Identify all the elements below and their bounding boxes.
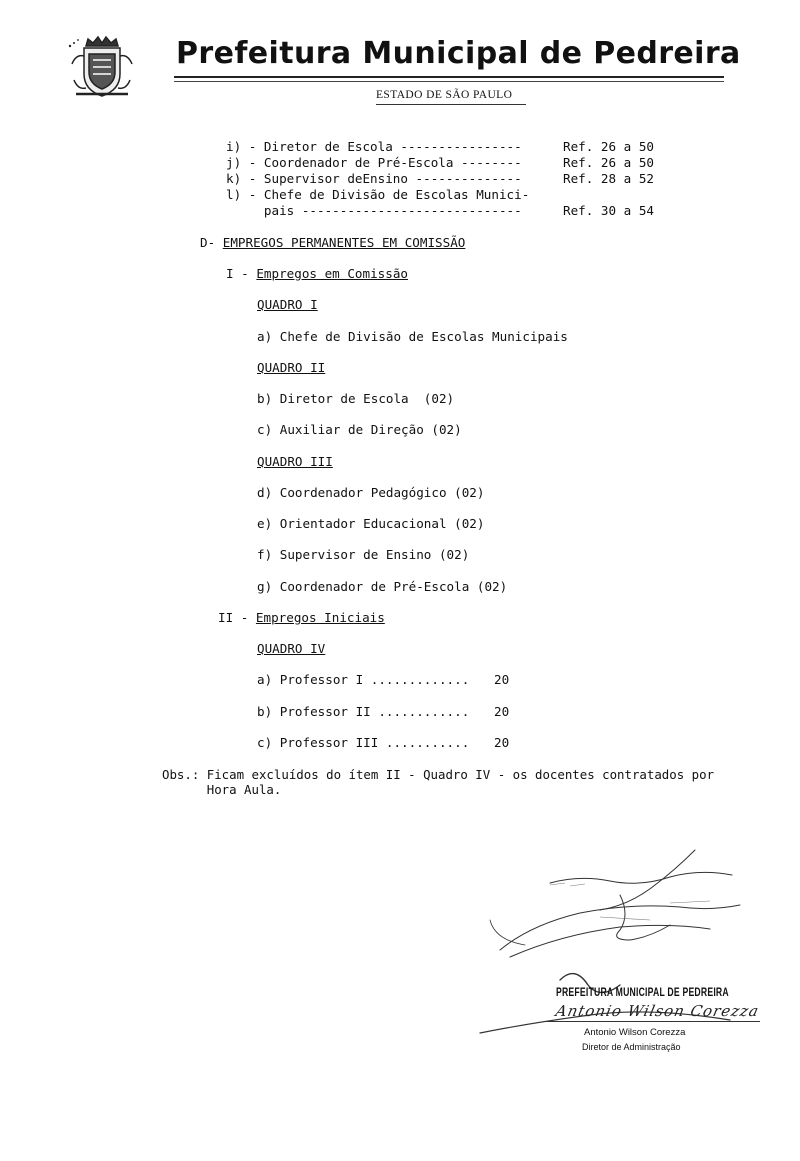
subsection-i-prefix: I -	[226, 266, 257, 281]
list-item: c) Professor III ...........	[257, 735, 470, 750]
page-title: Prefeitura Municipal de Pedreira	[176, 36, 741, 71]
ref-value: Ref. 26 a 50	[563, 139, 654, 154]
signature-line	[545, 1021, 760, 1022]
list-item: b) Professor II ............	[257, 704, 470, 719]
list-item: g) Coordenador de Pré-Escola (02)	[257, 579, 508, 594]
list-item: a) Professor I .............	[257, 672, 470, 687]
observation-line-2: Hora Aula.	[162, 782, 282, 797]
quadro-iv-title: QUADRO IV	[257, 641, 326, 656]
subsection-i-heading	[226, 266, 408, 281]
municipal-coat-of-arms-icon	[62, 34, 142, 100]
list-item: i) - Diretor de Escola ----------------	[226, 139, 522, 154]
subsection-ii-prefix: II -	[218, 610, 256, 625]
observation-line-1: Obs.: Ficam excluídos do ítem II - Quadro IV - os docentes contratados por	[162, 767, 715, 782]
ref-value: Ref. 28 a 52	[563, 171, 654, 186]
signature-stamp-org: PREFEITURA MUNICIPAL DE PEDREIRA	[556, 985, 729, 999]
list-item: a) Chefe de Divisão de Escolas Municipais	[257, 329, 568, 344]
subsection-i-title: Empregos em Comissão	[256, 266, 408, 281]
header-rule	[174, 76, 724, 78]
header-rule-thin	[174, 81, 724, 82]
ref-value: Ref. 26 a 50	[563, 155, 654, 170]
section-d-prefix: D-	[200, 235, 223, 250]
section-d-heading	[200, 235, 465, 250]
list-item: l) - Chefe de Divisão de Escolas Munici-	[226, 187, 530, 202]
list-item: e) Orientador Educacional (02)	[257, 516, 485, 531]
list-item: d) Coordenador Pedagógico (02)	[257, 485, 485, 500]
quadro-ii-title: QUADRO II	[257, 360, 326, 375]
list-item: j) - Coordenador de Pré-Escola --------	[226, 155, 522, 170]
quadro-i-title: QUADRO I	[257, 297, 318, 312]
state-subtitle: ESTADO DE SÃO PAULO	[376, 89, 513, 101]
state-underline	[376, 104, 526, 105]
handwritten-signature: Antonio Wilson Corezza	[554, 1002, 761, 1020]
quantity-value: 20	[494, 672, 510, 687]
quantity-value: 20	[494, 704, 510, 719]
list-item: f) Supervisor de Ensino (02)	[257, 547, 470, 562]
signatory-role: Diretor de Administração	[582, 1042, 681, 1052]
quadro-iii-title: QUADRO III	[257, 454, 333, 469]
subsection-ii-title: Empregos Iniciais	[255, 610, 385, 625]
list-item: k) - Supervisor deEnsino --------------	[226, 171, 522, 186]
ref-value: Ref. 30 a 54	[563, 203, 654, 218]
quantity-value: 20	[494, 735, 510, 750]
list-item: b) Diretor de Escola (02)	[257, 391, 455, 406]
subsection-ii-heading	[218, 610, 385, 625]
signatory-name: Antonio Wilson Corezza	[584, 1027, 686, 1038]
section-d-title: EMPREGOS PERMANENTES EM COMISSÃO	[222, 235, 466, 250]
list-item: c) Auxiliar de Direção (02)	[257, 422, 462, 437]
list-item: pais -----------------------------	[226, 203, 522, 218]
